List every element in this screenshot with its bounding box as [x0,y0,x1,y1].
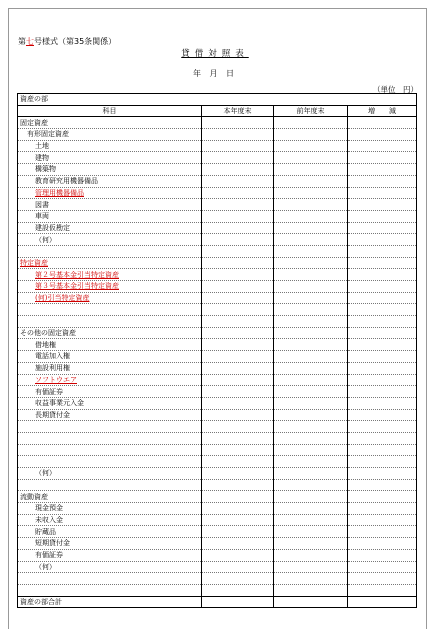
prior-year-cell [274,549,348,561]
table-row [18,292,417,304]
current-year-cell [202,526,274,538]
row-subject [18,584,202,596]
prior-year-cell [274,596,348,608]
row-subject [18,316,202,328]
current-year-cell [202,491,274,503]
table-row [18,152,417,164]
row-subject: 長期貸付金 [18,409,202,421]
column-header-current-year: 本年度末 [202,105,274,117]
current-year-cell [202,117,274,129]
current-year-cell [202,573,274,585]
change-cell [348,292,417,304]
prior-year-cell [274,421,348,433]
current-year-cell [202,292,274,304]
unit-label: （単位 円） [373,85,418,94]
change-cell [348,526,417,538]
change-cell [348,386,417,398]
current-year-cell [202,479,274,491]
current-year-cell [202,374,274,386]
change-cell [348,316,417,328]
prior-year-cell [274,164,348,176]
section-header: 資産の部 [18,94,417,106]
prior-year-cell [274,327,348,339]
change-cell [348,397,417,409]
current-year-cell [202,129,274,141]
row-subject: ソフトウエア [18,374,202,386]
change-cell [348,351,417,363]
current-year-cell [202,503,274,515]
table-row [18,257,417,269]
row-subject [18,304,202,316]
table-row [18,409,417,421]
current-year-cell [202,316,274,328]
row-subject: 車両 [18,210,202,222]
date-line: 年 月 日 [192,69,238,78]
change-cell [348,140,417,152]
row-subject: 教育研究用機器備品 [18,175,202,187]
current-year-cell [202,327,274,339]
row-subject: （何） [18,561,202,573]
change-cell [348,584,417,596]
current-year-cell [202,281,274,293]
table-row [18,573,417,585]
current-year-cell [202,584,274,596]
current-year-cell [202,187,274,199]
prior-year-cell [274,538,348,550]
current-year-cell [202,514,274,526]
current-year-cell [202,234,274,246]
current-year-cell [202,152,274,164]
current-year-cell [202,339,274,351]
change-cell [348,327,417,339]
form-number-label [18,36,116,47]
prior-year-cell [274,304,348,316]
row-subject: 第２号基本金引当特定資産 [18,269,202,281]
form-label-number: 七 [26,37,34,46]
change-cell [348,129,417,141]
current-year-cell [202,210,274,222]
prior-year-cell [274,292,348,304]
current-year-cell [202,175,274,187]
table-row [18,140,417,152]
current-year-cell [202,222,274,234]
table-row [18,479,417,491]
current-year-cell [202,257,274,269]
table-row [18,503,417,515]
column-header-change: 増 減 [348,105,417,117]
table-row [18,432,417,444]
change-cell [348,245,417,257]
current-year-cell [202,397,274,409]
row-subject: 建物 [18,152,202,164]
row-subject: 電話加入権 [18,351,202,363]
change-cell [348,152,417,164]
change-cell [348,304,417,316]
prior-year-cell [274,281,348,293]
prior-year-cell [274,269,348,281]
column-header-subject: 科目 [18,105,202,117]
prior-year-cell [274,397,348,409]
prior-year-cell [274,210,348,222]
change-cell [348,362,417,374]
change-cell [348,339,417,351]
current-year-cell [202,549,274,561]
prior-year-cell [274,187,348,199]
prior-year-cell [274,409,348,421]
table-row [18,187,417,199]
table-row [18,175,417,187]
change-cell [348,503,417,515]
current-year-cell [202,409,274,421]
change-cell [348,281,417,293]
table-row [18,281,417,293]
change-cell [348,514,417,526]
table-row [18,234,417,246]
document-title [0,47,430,59]
table-row [18,468,417,480]
change-cell [348,222,417,234]
change-cell [348,210,417,222]
prior-year-cell [274,222,348,234]
change-cell [348,468,417,480]
row-subject [18,432,202,444]
change-cell [348,573,417,585]
prior-year-cell [274,374,348,386]
change-cell [348,269,417,281]
current-year-cell [202,245,274,257]
change-cell [348,117,417,129]
table-row [18,316,417,328]
table-row [18,561,417,573]
row-subject: 有形固定資産 [18,129,202,141]
current-year-cell [202,386,274,398]
prior-year-cell [274,479,348,491]
prior-year-cell [274,245,348,257]
section-header-row [18,94,417,106]
row-subject [18,479,202,491]
change-cell [348,549,417,561]
table-row [18,199,417,211]
table-row [18,222,417,234]
prior-year-cell [274,362,348,374]
prior-year-cell [274,351,348,363]
prior-year-cell [274,561,348,573]
prior-year-cell [274,468,348,480]
table-row [18,269,417,281]
row-subject [18,421,202,433]
current-year-cell [202,596,274,608]
row-subject: 建設仮勘定 [18,222,202,234]
table-row [18,304,417,316]
table-row [18,374,417,386]
row-subject: 流動資産 [18,491,202,503]
change-cell [348,409,417,421]
row-subject: 土地 [18,140,202,152]
row-subject: 短期貸付金 [18,538,202,550]
row-subject: 借地権 [18,339,202,351]
row-subject: 固定資産 [18,117,202,129]
prior-year-cell [274,503,348,515]
table-row [18,444,417,456]
table-row [18,596,417,608]
balance-sheet-table [17,93,417,608]
row-subject: 有価証券 [18,386,202,398]
prior-year-cell [274,175,348,187]
current-year-cell [202,538,274,550]
row-subject: 管理用機器備品 [18,187,202,199]
prior-year-cell [274,117,348,129]
row-subject [18,573,202,585]
prior-year-cell [274,491,348,503]
prior-year-cell [274,444,348,456]
row-subject: 現金預金 [18,503,202,515]
current-year-cell [202,304,274,316]
row-subject: 図書 [18,199,202,211]
change-cell [348,596,417,608]
prior-year-cell [274,140,348,152]
row-subject [18,444,202,456]
current-year-cell [202,269,274,281]
row-subject: （何） [18,468,202,480]
table-row [18,362,417,374]
row-subject: 施設利用権 [18,362,202,374]
prior-year-cell [274,316,348,328]
change-cell [348,444,417,456]
table-row [18,164,417,176]
row-subject: 有価証券 [18,549,202,561]
change-cell [348,187,417,199]
prior-year-cell [274,432,348,444]
current-year-cell [202,351,274,363]
change-cell [348,374,417,386]
row-subject [18,245,202,257]
prior-year-cell [274,526,348,538]
row-subject: 構築物 [18,164,202,176]
prior-year-cell [274,584,348,596]
prior-year-cell [274,257,348,269]
prior-year-cell [274,199,348,211]
table-row [18,584,417,596]
table-row [18,526,417,538]
column-header-prior-year: 前年度末 [274,105,348,117]
column-header-row [18,105,417,117]
prior-year-cell [274,339,348,351]
document-title-text: 貸借対照表 [181,49,249,59]
change-cell [348,164,417,176]
row-subject: 収益事業元入金 [18,397,202,409]
row-subject [18,456,202,468]
form-label-suffix: 号様式（第35条関係） [34,37,117,46]
prior-year-cell [274,514,348,526]
current-year-cell [202,456,274,468]
change-cell [348,175,417,187]
table-row [18,129,417,141]
form-label-prefix: 第 [18,37,26,46]
table-row [18,351,417,363]
current-year-cell [202,199,274,211]
change-cell [348,479,417,491]
table-row [18,538,417,550]
table-row [18,549,417,561]
table-row [18,491,417,503]
table-row [18,117,417,129]
table-row [18,245,417,257]
prior-year-cell [274,234,348,246]
prior-year-cell [274,386,348,398]
change-cell [348,538,417,550]
table-row [18,421,417,433]
current-year-cell [202,421,274,433]
row-subject: 第３号基本金引当特定資産 [18,281,202,293]
current-year-cell [202,362,274,374]
change-cell [348,421,417,433]
row-subject: 貯蔵品 [18,526,202,538]
prior-year-cell [274,152,348,164]
table-row [18,456,417,468]
table-row [18,210,417,222]
table-row [18,397,417,409]
row-subject: (何)引当特定資産 [18,292,202,304]
prior-year-cell [274,573,348,585]
change-cell [348,234,417,246]
current-year-cell [202,432,274,444]
row-subject: 資産の部合計 [18,596,202,608]
current-year-cell [202,164,274,176]
table-row [18,386,417,398]
change-cell [348,199,417,211]
table-row [18,327,417,339]
row-subject: 特定資産 [18,257,202,269]
change-cell [348,561,417,573]
prior-year-cell [274,129,348,141]
table-row [18,339,417,351]
current-year-cell [202,468,274,480]
table-row [18,514,417,526]
row-subject: その他の固定資産 [18,327,202,339]
current-year-cell [202,140,274,152]
change-cell [348,456,417,468]
row-subject: 未収入金 [18,514,202,526]
current-year-cell [202,444,274,456]
change-cell [348,491,417,503]
row-subject: （何） [18,234,202,246]
current-year-cell [202,561,274,573]
prior-year-cell [274,456,348,468]
change-cell [348,257,417,269]
change-cell [348,432,417,444]
